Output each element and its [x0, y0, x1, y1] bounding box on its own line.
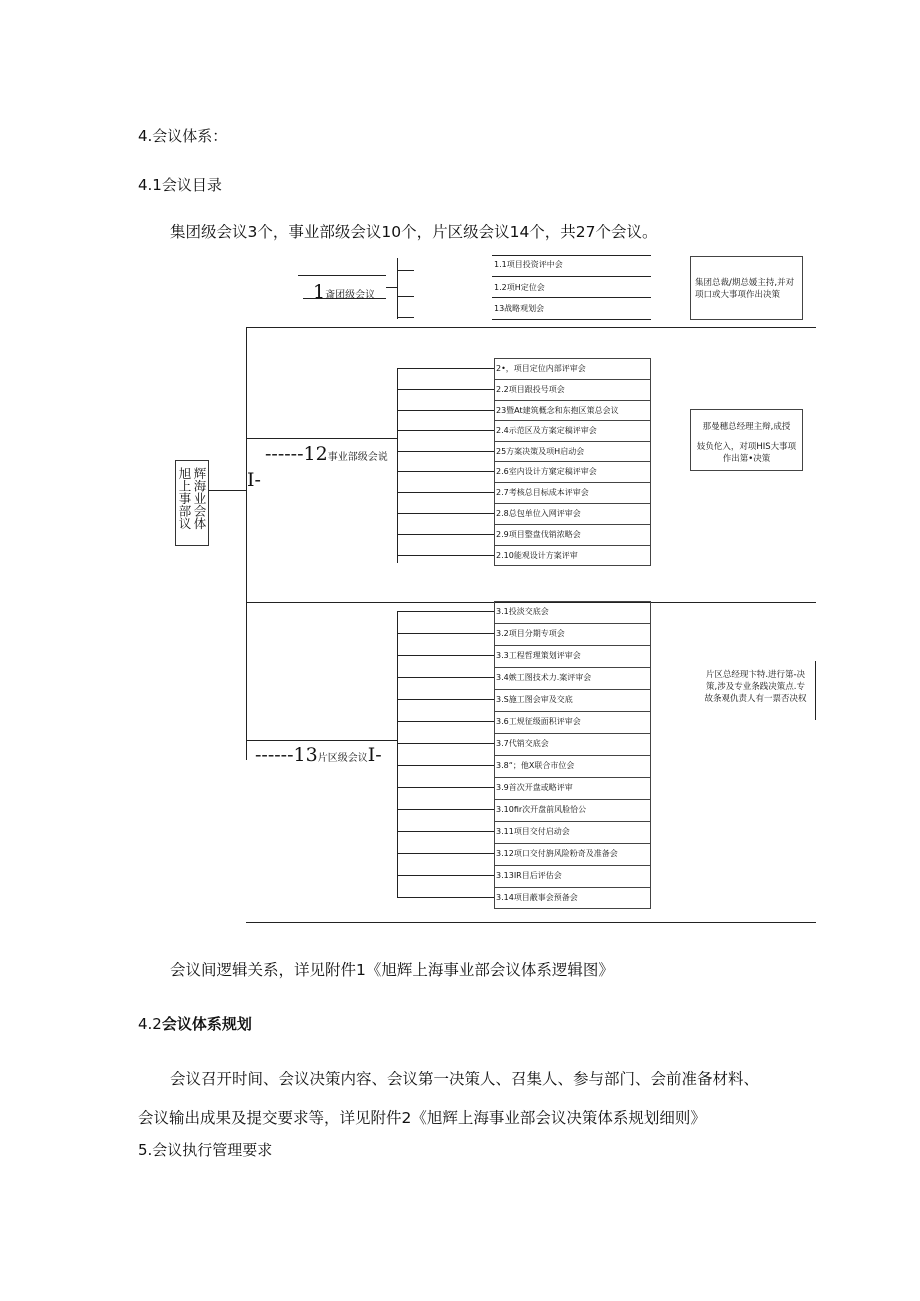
group-item: 13战略观划会: [494, 304, 545, 313]
division-item: 2.8总包单位入网评审会: [494, 503, 651, 524]
level-region-node: [255, 744, 382, 766]
division-note: [690, 409, 803, 471]
logic-paragraph: 会议间逻辑关系，详见附件1《旭辉上海事业部会议体系逻辑图》: [170, 961, 614, 979]
region-item: 3.12项口交付旃风险粉奇及准备会: [494, 843, 651, 865]
division-item: 2.10能观设计方案评审: [494, 545, 651, 566]
plan-paragraph-line-1: 会议召开时间、会议决策内容、会议第一决策人、召集人、参与部门、会前准备材料、: [170, 1070, 760, 1088]
division-item: 2.7考核总目标成本评审会: [494, 482, 651, 503]
root-label-col-1: 辉海业会体: [192, 467, 207, 530]
group-item: 1.2项H定位会: [494, 283, 545, 292]
heading-5: 5.会议执行管理要求: [138, 1141, 273, 1159]
region-item: 3.6工规征级面积评审会: [494, 711, 651, 733]
region-item: 3.2项目分期专项会: [494, 623, 651, 645]
group-item: 1.1项目投资评中会: [494, 260, 563, 269]
root-label-col-2: 旭上事部议: [177, 467, 192, 530]
region-item: 3.13IR目后评估会: [494, 865, 651, 887]
region-item: 3.9首次开盘或略评审: [494, 777, 651, 799]
level-division-number: ------12: [265, 443, 328, 465]
summary-paragraph: 集团级会议3个，事业部级会议10个，片区级会议14个，共27个会议。: [170, 223, 658, 241]
region-note: 片区总经现卞特.进行第-决策,涉及专业条践决策点.专故条观仇责人有一票否决权: [704, 670, 807, 704]
region-item: 3.1投淡交底会: [494, 601, 651, 623]
level-region-mark: I-: [367, 744, 382, 766]
region-item: 3.14项目蔽事会预备会: [494, 887, 651, 909]
heading-4-1: 4.1会议目录: [138, 176, 222, 194]
region-item: 3.3工程哲理策划评审会: [494, 645, 651, 667]
division-item: 2.6室内设计方窠定稿评审会: [494, 461, 651, 482]
level-group-label: 斎团级会议: [325, 290, 376, 301]
region-item: 3.4嫉工图技术力.案评审会: [494, 667, 651, 689]
plan-paragraph-line-2: 会议输出成果及提交要求等，详见附件2《旭辉上海事业部会议决策体系规划细则》: [138, 1109, 706, 1127]
level-division-node: [265, 443, 388, 465]
division-item: 2•，项目定位内部评审会: [494, 358, 651, 379]
level-division-mark: I-: [247, 469, 261, 491]
level-region-number: ------13: [255, 744, 318, 766]
group-note: 集团总裁/期总媛主持,并对项口或大事项作出决策: [690, 256, 803, 320]
division-item: 2.9项目整盘伐销浓略会: [494, 524, 651, 545]
level-group-node: [313, 281, 375, 303]
division-item: 25方案决策及项H启动会: [494, 441, 651, 462]
heading-4-2-number: 4.2: [138, 1015, 162, 1033]
heading-4: 4.会议体系：: [138, 127, 228, 145]
division-item: 2.2项目跟投号项会: [494, 379, 651, 400]
level-group-number: 1: [313, 281, 326, 303]
region-item: 3.8“；他X联合市位会: [494, 755, 651, 777]
region-item: 3.11项目交付启动会: [494, 821, 651, 843]
level-region-label: 片区级会议: [317, 753, 368, 764]
region-item: 3.10fir次开盘前风脸恰公: [494, 799, 651, 821]
region-item: 3.7代销交底会: [494, 733, 651, 755]
division-note-line-1: 那曼穗总经理主辩,成授: [702, 422, 791, 432]
heading-4-2-text: 会议体系规划: [161, 1015, 252, 1033]
level-division-label: 事业部级会说: [327, 452, 388, 463]
region-item: 3.S施工图会审及交底: [494, 689, 651, 711]
division-item: 23暨At建筑概念和东抱区策总会议: [494, 400, 651, 421]
heading-4-2: [138, 1013, 252, 1034]
division-note-line-2: 妓负佗入，对项HIS大事项作出第•决策: [696, 442, 797, 464]
division-item: 2.4示范区及方案定稿评审会: [494, 420, 651, 441]
root-node: [175, 460, 209, 546]
